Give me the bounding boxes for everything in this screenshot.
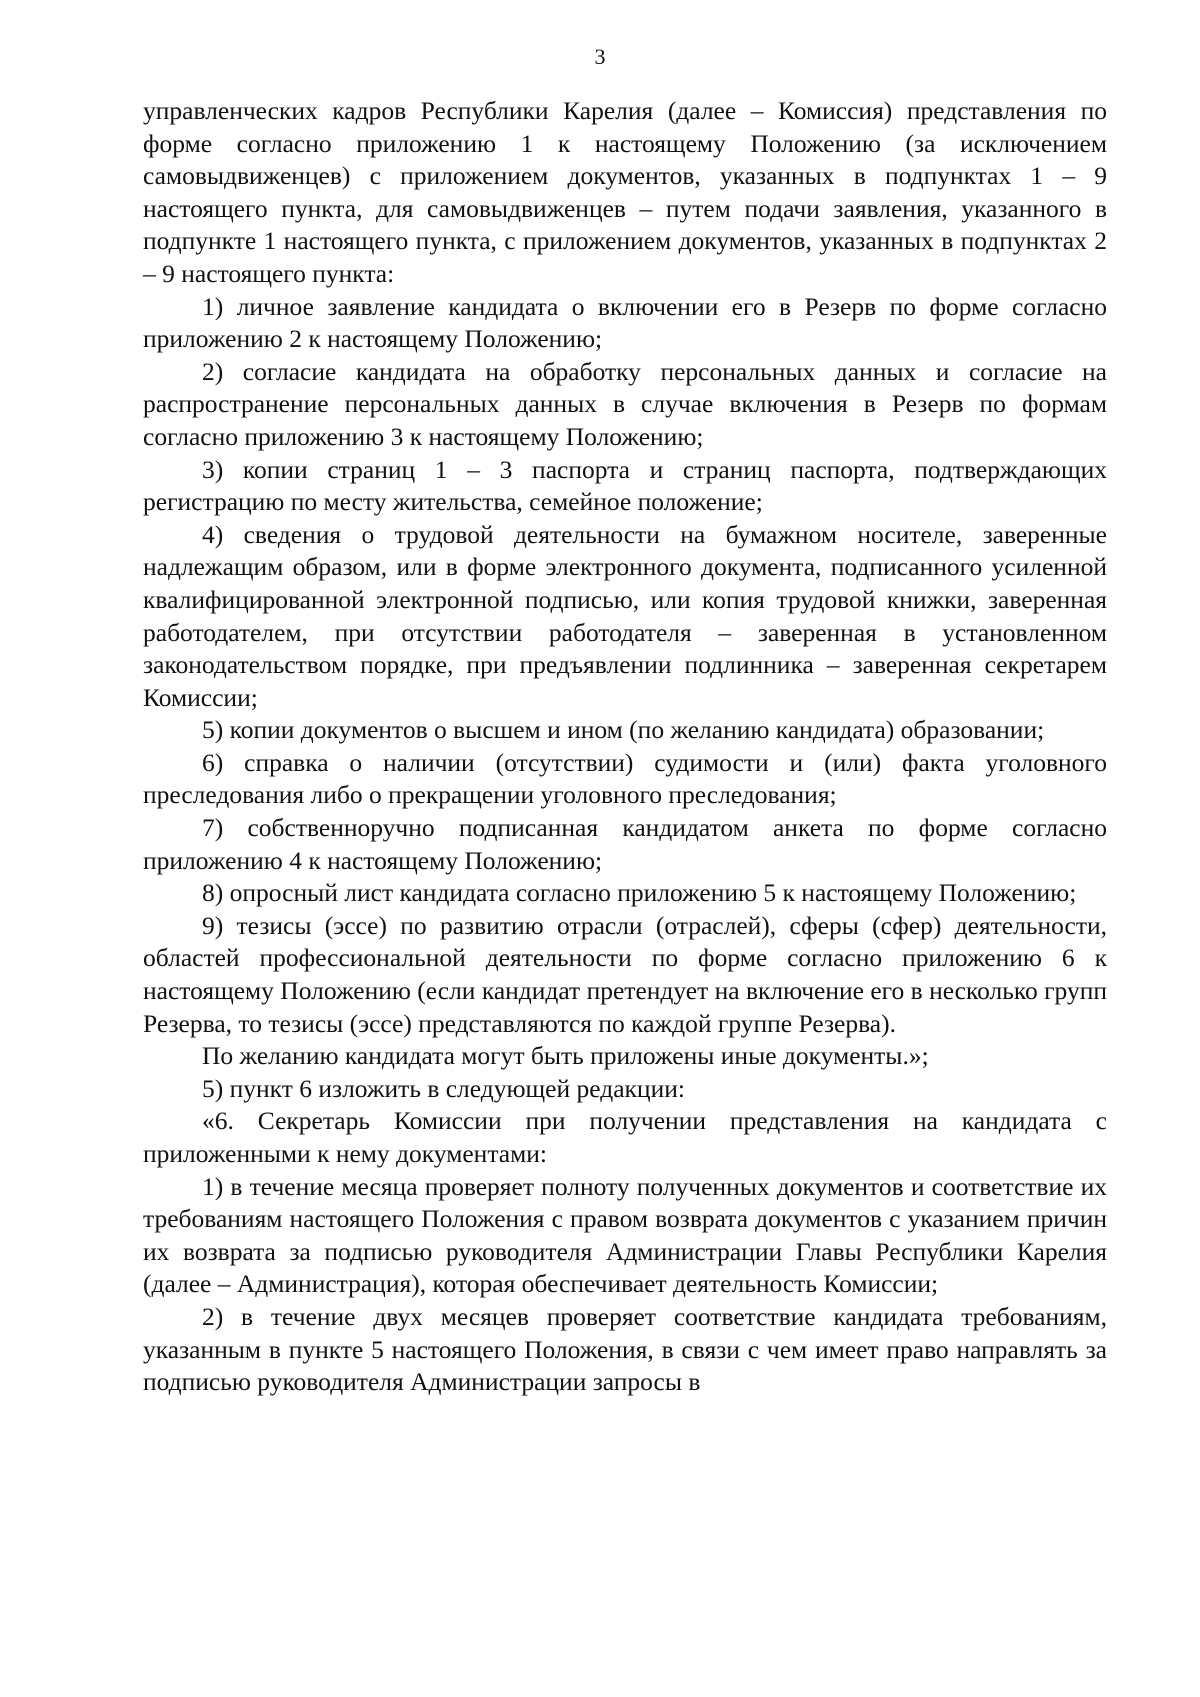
paragraph-point-6: «6. Секретарь Комиссии при получении представления на кандидата с приложенными к нему документами: [143, 1106, 1107, 1168]
list-item-7: 7) собственноручно подписанная кандидатом анкета по форме согласно приложению 4 к настоящему Положению; [143, 813, 1107, 875]
paragraph-intro-continuation: управленческих кадров Республики Карелия (далее – Комиссия) представления по форме согласно приложению 1 к настоящему Положению (за исключением самовыдвиженцев) с приложением документов, указанных в подпунктах 1 – 9 настоящего пункта, для самовыдвиженцев – путем подачи заявления, указанного в подпункте 1 настоящего пункта, с приложением документов, указанных в подпунктах 2 – 9 настоящего пункта: [143, 96, 1107, 288]
point-6-item-2: 2) в течение двух месяцев проверяет соответствие кандидата требованиям, указанным в пункте 5 настоящего Положения, в связи с чем имеет право направлять за подписью руководителя Администрации запросы в [143, 1301, 1107, 1397]
document-body [143, 95, 1107, 1399]
point-6-item-1: 1) в течение месяца проверяет полноту полученных документов и соответствие их требованиям настоящего Положения с правом возврата документов с указанием причин их возврата за подписью руководителя Администрации Главы Республики Карелия (далее – Администрация), которая обеспечивает деятельность Комиссии; [143, 1171, 1107, 1299]
list-item-4: 4) сведения о трудовой деятельности на бумажном носителе, заверенные надлежащим образом, или в форме электронного документа, подписанного усиленной квалифицированной электронной подписью, или копия трудовой книжки, заверенная работодателем, при отсутствии работодателя – заверенная в установленном законодательством порядке, при предъявлении подлинника – заверенная секретарем Комиссии; [143, 519, 1107, 712]
list-item-8: 8) опросный лист кандидата согласно приложению 5 к настоящему Положению; [202, 878, 1077, 908]
page-number: 3 [594, 44, 606, 69]
paragraph-amendment-5: 5) пункт 6 изложить в следующей редакции: [202, 1073, 685, 1103]
paragraph-other-documents: По желанию кандидата могут быть приложены иные документы.»; [202, 1041, 929, 1071]
list-item-3: 3) копии страниц 1 – 3 паспорта и страниц паспорта, подтверждающих регистрацию по месту жительства, семейное положение; [143, 454, 1107, 517]
list-item-2: 2) согласие кандидата на обработку персональных данных и согласие на распространение персональных данных в случае включения в Резерв по формам согласно приложению 3 к настоящему Положению; [143, 356, 1107, 451]
list-item-9: 9) тезисы (эссе) по развитию отрасли (отраслей), сферы (сфер) деятельности, областей профессиональной деятельности по форме согласно приложению 6 к настоящему Положению (если кандидат претендует на включение его в несколько групп Резерва, то тезисы (эссе) представляются по каждой группе Резерва). [143, 910, 1107, 1038]
list-item-5: 5) копии документов о высшем и ином (по желанию кандидата) образовании; [202, 715, 1045, 745]
list-item-6: 6) справка о наличии (отсутствии) судимости и (или) факта уголовного преследования либо о прекращении уголовного преследования; [143, 747, 1107, 810]
list-item-1: 1) личное заявление кандидата о включении его в Резерв по форме согласно приложению 2 к настоящему Положению; [143, 291, 1107, 354]
